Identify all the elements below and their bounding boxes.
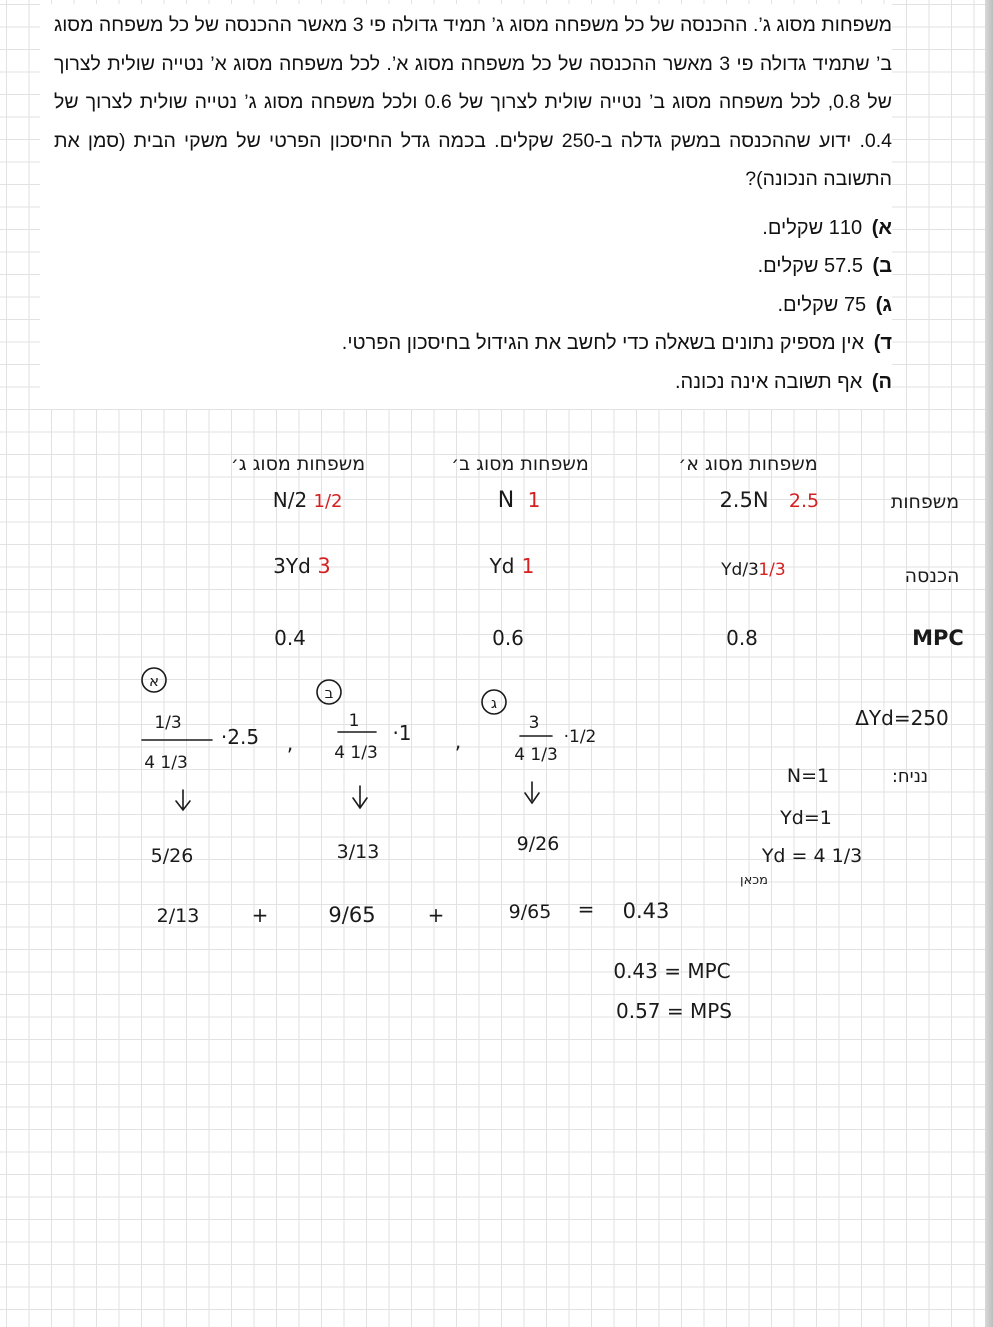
families-c-example: 1/2 bbox=[313, 491, 343, 512]
income-c-value: 3Yd bbox=[273, 554, 311, 578]
calc-a-numerator: 1/3 bbox=[154, 713, 182, 733]
assume-label: נניח: bbox=[891, 766, 929, 787]
sum-a-term: 2/13 bbox=[156, 905, 200, 927]
question-text: משפחות מסוג ג’. ההכנסה של כל משפחה מסוג ג’ תמיד גדולה פי 3 מאשר ההכנסה של כל משפחה מסוג ב’ שתמיד גדולה פי 3 מאשר ההכנסה של כל משפחה מסוג א’. לכל משפחה מסוג א’ נטייה שולית לצרוך של 0.8, לכל משפחה מסוג ב’ נטייה שולית לצרוך של 0.6 ולכל משפחה מסוג ג’ נטייה שולית לצרוך של 0.4. ידוע שההכנסה במשק גדלה ב-250 שקלים. בכמה גדל החיסכון הפרטי של משקי הבית (סמן את התשובה הנכונה)? bbox=[54, 14, 893, 190]
sum-c-term: 9/65 bbox=[508, 901, 552, 923]
mark-b: ב bbox=[324, 684, 334, 702]
result-mpc: 0.43 = MPC bbox=[613, 959, 731, 983]
arrow-down-icon bbox=[176, 790, 190, 810]
assume-yd: Yd=1 bbox=[780, 807, 832, 829]
mpc-c-value: 0.4 bbox=[274, 626, 306, 650]
income-b-value: Yd bbox=[489, 554, 515, 578]
calc-b-multiplier: ·1 bbox=[392, 721, 412, 745]
plus-sign: + bbox=[251, 903, 269, 927]
mark-c: ג bbox=[490, 694, 498, 712]
income-a-example: 1/3 bbox=[758, 560, 786, 580]
income-c-example: 3 bbox=[317, 554, 331, 578]
mark-a: א bbox=[148, 672, 160, 690]
calc-a-result: 5/26 bbox=[150, 845, 194, 867]
row-label-families: משפחות bbox=[890, 491, 960, 513]
calc-b-numerator: 1 bbox=[348, 711, 360, 731]
families-a-example: 2.5 bbox=[788, 490, 820, 512]
row-label-income: הכנסה bbox=[904, 565, 960, 587]
families-b-value: N bbox=[497, 488, 515, 513]
assume-total: Yd = 4 1/3 bbox=[761, 845, 863, 867]
option-letter: ב) bbox=[872, 255, 892, 277]
delta-yd: ΔYd=250 bbox=[855, 706, 949, 730]
header-type-b: משפחות מסוג ב׳ bbox=[451, 453, 589, 475]
calc-comma: , bbox=[286, 731, 294, 755]
assume-n: N=1 bbox=[786, 765, 830, 787]
arrow-down-icon bbox=[353, 786, 367, 808]
calc-b-denominator: 4 1/3 bbox=[334, 743, 378, 763]
row-label-mpc: MPC bbox=[912, 626, 964, 650]
plus-sign: + bbox=[427, 903, 445, 927]
option-text: אין מספיק נתונים בשאלה כדי לחשב את הגידול בחיסכון הפרטי. bbox=[341, 332, 865, 354]
option-text: 57.5 שקלים. bbox=[757, 255, 863, 277]
header-type-a: משפחות מסוג א׳ bbox=[678, 453, 818, 475]
sum-total: 0.43 bbox=[622, 899, 670, 923]
income-b-example: 1 bbox=[521, 554, 535, 578]
option-text: 110 שקלים. bbox=[762, 216, 863, 239]
families-b-example: 1 bbox=[527, 488, 541, 512]
header-type-c: משפחות מסוג ג׳ bbox=[230, 453, 366, 475]
option-letter: ה) bbox=[871, 370, 892, 393]
option-letter: ד) bbox=[873, 332, 892, 354]
therefore-note: מכאן bbox=[740, 873, 768, 888]
families-c-value: N/2 bbox=[272, 488, 308, 512]
option-letter: א) bbox=[871, 216, 892, 239]
calc-a-multiplier: ·2.5 bbox=[220, 725, 260, 749]
calc-c-numerator: 3 bbox=[528, 713, 540, 733]
option-letter: ג) bbox=[875, 293, 892, 316]
arrow-down-icon bbox=[525, 782, 539, 803]
calc-c-multiplier: ·1/2 bbox=[563, 727, 597, 747]
calc-a-denominator: 4 1/3 bbox=[144, 753, 188, 773]
calc-comma: , bbox=[454, 729, 462, 753]
option-text: אף תשובה אינה נכונה. bbox=[675, 370, 863, 393]
result-mps: 0.57 = MPS bbox=[615, 999, 733, 1023]
calc-b-result: 3/13 bbox=[336, 841, 380, 863]
equals-sign: = bbox=[577, 897, 595, 921]
mpc-b-value: 0.6 bbox=[492, 626, 524, 650]
option-text: 75 שקלים. bbox=[777, 293, 867, 316]
calc-c-denominator: 4 1/3 bbox=[514, 745, 558, 765]
mpc-a-value: 0.8 bbox=[726, 626, 758, 650]
income-a-value: Yd/3 bbox=[721, 560, 759, 580]
sum-b-term: 9/65 bbox=[328, 903, 376, 927]
calc-c-result: 9/26 bbox=[516, 833, 560, 855]
families-a-value: 2.5N bbox=[719, 488, 769, 512]
